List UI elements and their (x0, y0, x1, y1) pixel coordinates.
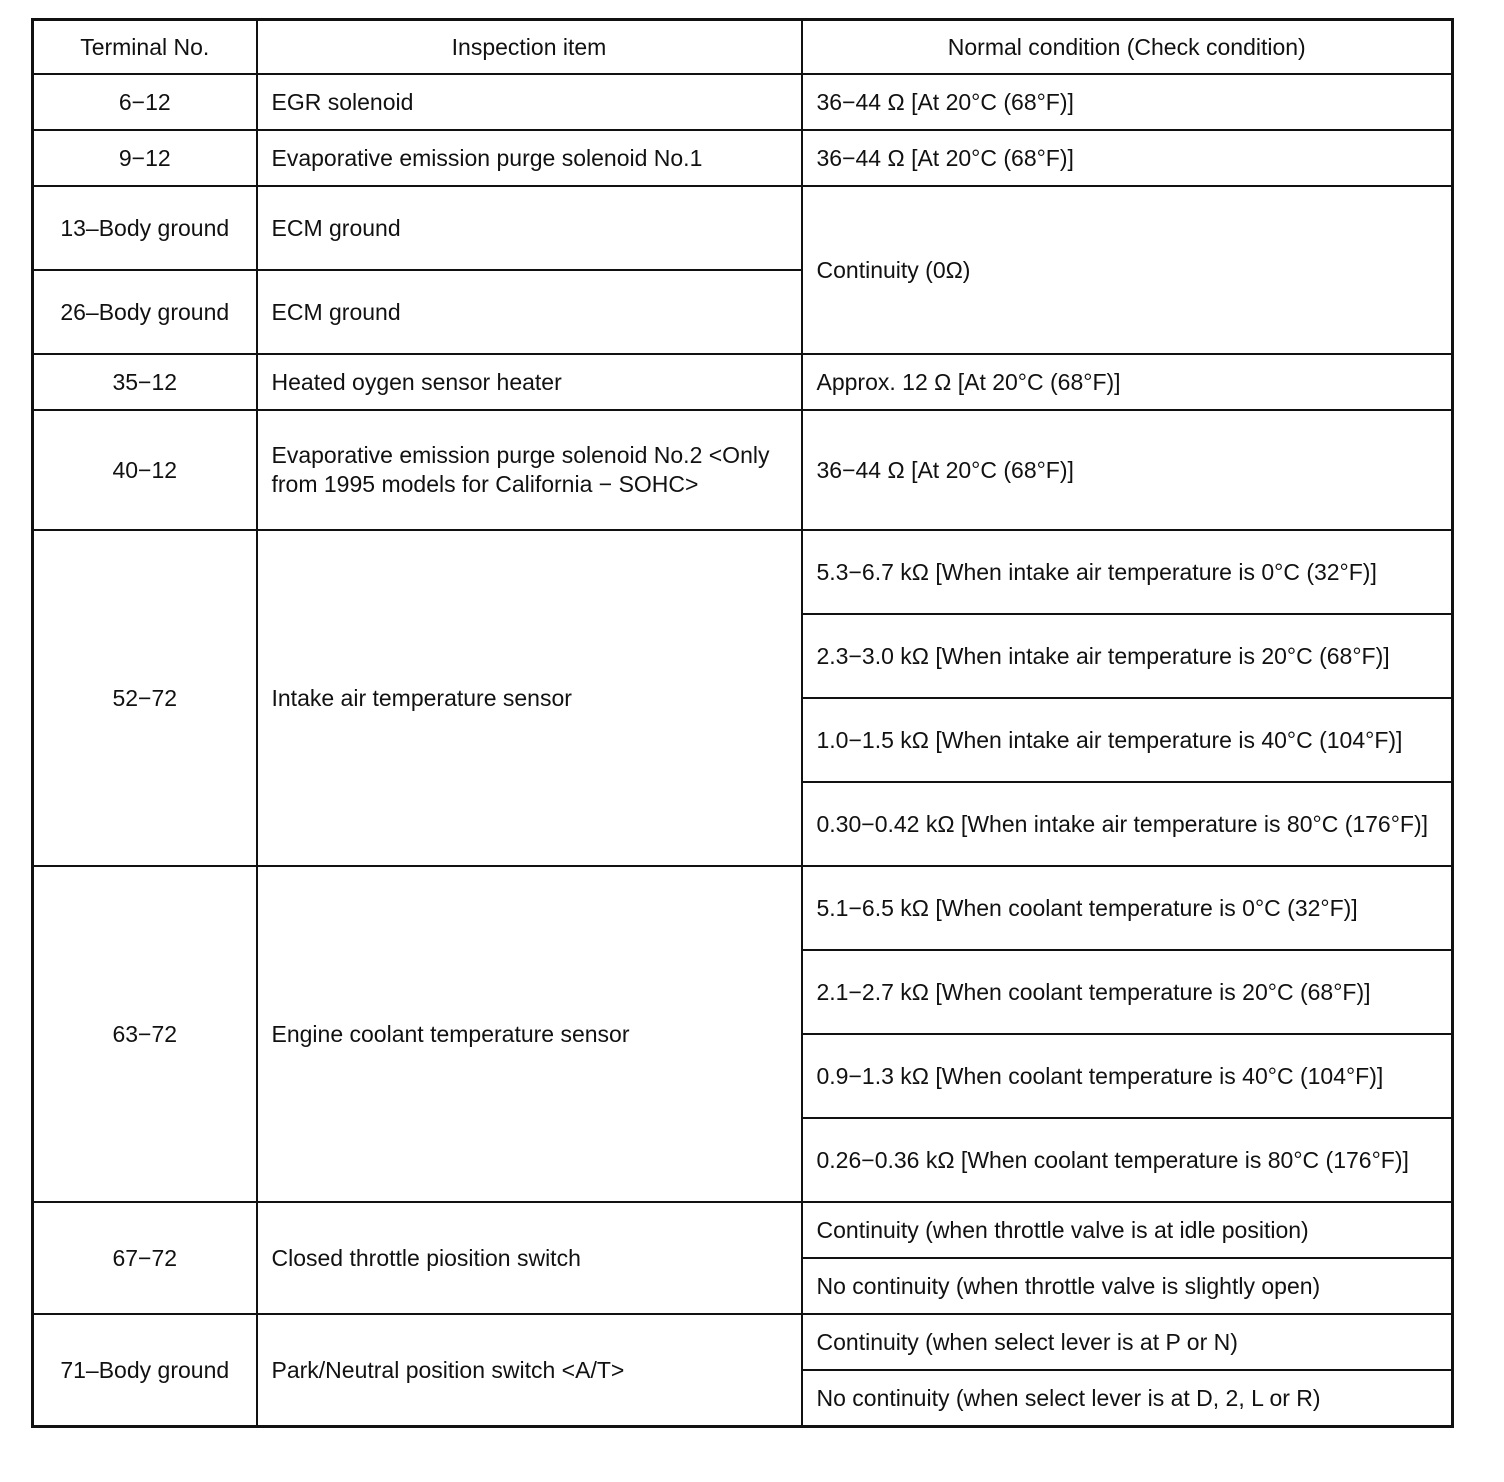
condition-cell: 5.1−6.5 kΩ [When coolant temperature is 0°C (32°F)] (802, 866, 1453, 950)
condition-cell: No continuity (when throttle valve is slightly open) (802, 1258, 1453, 1314)
table-row (33, 130, 1453, 186)
inspection-item-cell: ECM ground (257, 270, 802, 354)
table-row (33, 186, 1453, 270)
terminal-cell: 6−12 (33, 74, 257, 130)
header-inspection-item: Inspection item (257, 20, 802, 75)
condition-cell: 0.30−0.42 kΩ [When intake air temperature is 80°C (176°F)] (802, 782, 1453, 866)
table-row (33, 1314, 1453, 1370)
table-row (33, 1202, 1453, 1258)
condition-cell: 36−44 Ω [At 20°C (68°F)] (802, 130, 1453, 186)
terminal-cell: 52−72 (33, 530, 257, 866)
condition-cell: 2.1−2.7 kΩ [When coolant temperature is 20°C (68°F)] (802, 950, 1453, 1034)
condition-cell: Continuity (0Ω) (802, 186, 1453, 354)
terminal-cell: 40−12 (33, 410, 257, 530)
terminal-cell: 26–Body ground (33, 270, 257, 354)
terminal-inspection-table (31, 18, 1454, 1428)
table-row (33, 410, 1453, 530)
terminal-cell: 9−12 (33, 130, 257, 186)
condition-cell: Continuity (when throttle valve is at idle position) (802, 1202, 1453, 1258)
table-row (33, 530, 1453, 614)
inspection-item-cell: Engine coolant temperature sensor (257, 866, 802, 1202)
terminal-cell: 71–Body ground (33, 1314, 257, 1427)
table-header-row (33, 20, 1453, 75)
condition-cell: 36−44 Ω [At 20°C (68°F)] (802, 74, 1453, 130)
condition-cell: 0.9−1.3 kΩ [When coolant temperature is 40°C (104°F)] (802, 1034, 1453, 1118)
table-row (33, 74, 1453, 130)
header-normal-condition: Normal condition (Check condition) (802, 20, 1453, 75)
inspection-item-cell: Heated oygen sensor heater (257, 354, 802, 410)
terminal-cell: 63−72 (33, 866, 257, 1202)
table-row (33, 354, 1453, 410)
terminal-cell: 35−12 (33, 354, 257, 410)
header-terminal-no: Terminal No. (33, 20, 257, 75)
condition-cell: No continuity (when select lever is at D, 2, L or R) (802, 1370, 1453, 1427)
inspection-item-cell: Evaporative emission purge solenoid No.2 <Only from 1995 models for California − SOHC> (257, 410, 802, 530)
inspection-item-cell: EGR solenoid (257, 74, 802, 130)
inspection-item-cell: Intake air temperature sensor (257, 530, 802, 866)
condition-cell: 5.3−6.7 kΩ [When intake air temperature is 0°C (32°F)] (802, 530, 1453, 614)
condition-cell: 2.3−3.0 kΩ [When intake air temperature is 20°C (68°F)] (802, 614, 1453, 698)
condition-cell: Approx. 12 Ω [At 20°C (68°F)] (802, 354, 1453, 410)
inspection-item-cell: Closed throttle piosition switch (257, 1202, 802, 1314)
inspection-item-cell: Park/Neutral position switch <A/T> (257, 1314, 802, 1427)
inspection-item-cell: Evaporative emission purge solenoid No.1 (257, 130, 802, 186)
condition-cell: 0.26−0.36 kΩ [When coolant temperature is 80°C (176°F)] (802, 1118, 1453, 1202)
table-row (33, 866, 1453, 950)
condition-cell: 36−44 Ω [At 20°C (68°F)] (802, 410, 1453, 530)
condition-cell: 1.0−1.5 kΩ [When intake air temperature is 40°C (104°F)] (802, 698, 1453, 782)
condition-cell: Continuity (when select lever is at P or N) (802, 1314, 1453, 1370)
terminal-cell: 67−72 (33, 1202, 257, 1314)
terminal-cell: 13–Body ground (33, 186, 257, 270)
inspection-item-cell: ECM ground (257, 186, 802, 270)
inspection-document (31, 18, 1451, 1428)
